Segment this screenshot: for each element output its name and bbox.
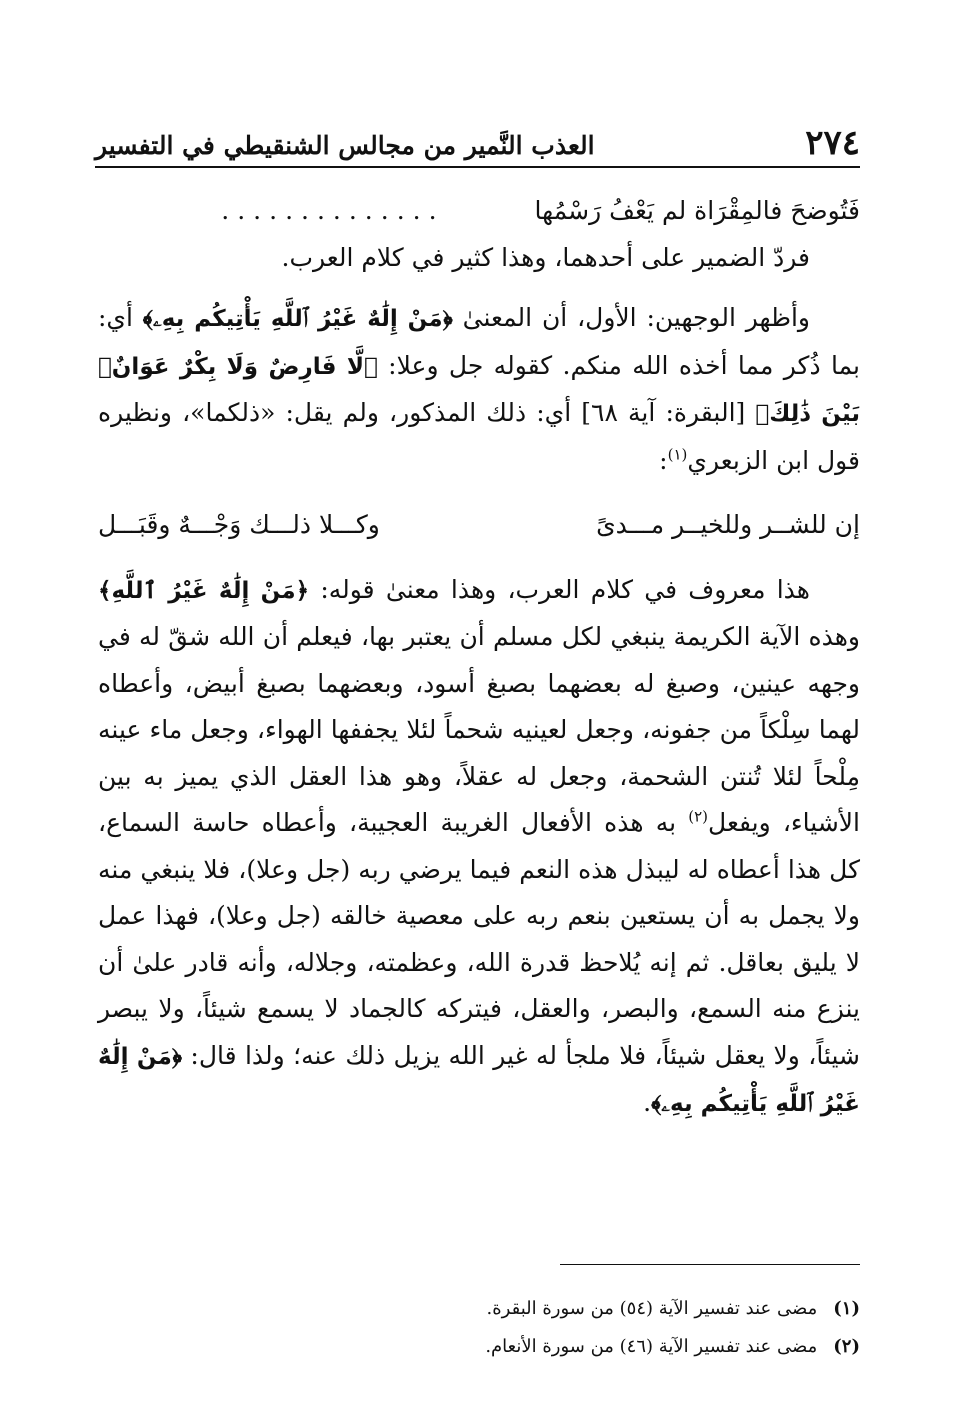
quran-quote-2: ﴿لَّا فَارِضٌ وَلَا بِكْرٌ عَوَانٌۢ بَيْنَ ذَٰلِكَ﴾ — [98, 353, 860, 427]
footnote-2-number: (٢) — [833, 1336, 860, 1357]
footnote-1-number: (١) — [833, 1298, 860, 1319]
p3-text-c: به هذه الأفعال الغريبة العجيبة، وأعطاه حاسة السماع، كل هذا أعطاه له ليبذل هذه النعم فيما يرضي ربه (جل وعلا)، فلا ينبغي منه ولا يجمل به أن يستعين بنعم ربه على معصية خالقه (جل وعلا)، فهذا عمل لا يليق بعاقل. ثم إنه يُلاحظ قدرة الله، وعظمته، وجلاله، وأنه قادر علىٰ أن ينزع منه السمع، والبصر، والعقل، فيتركه كالجماد لا يسمع شيئاً، ولا يبصر شيئاً، ولا يعقل شيئاً، فلا ملجأ له غير الله يزيل ذلك عنه؛ ولذا قال: — [98, 808, 860, 1070]
running-title: العذب النَّمير من مجالس الشنقيطي في التفسير — [95, 131, 595, 160]
quran-quote-4: ﴿مَنْ إِلَٰهٌ غَيْرُ ٱللَّهِ يَأْتِيكُم بِهِۦ﴾ — [98, 1043, 860, 1117]
quran-quote-1: ﴿مَنْ إِلَٰهٌ غَيْرُ ٱللَّهِ يَأْتِيكُم بِهِۦ﴾ — [142, 306, 453, 332]
page-number: ٢٧٤ — [805, 123, 860, 163]
footnote-1 — [300, 1290, 860, 1328]
poem-verse — [98, 502, 860, 549]
footnote-ref-2[interactable]: (٢) — [688, 807, 709, 826]
page-header — [95, 112, 860, 163]
p2-text-b: أي: بما ذُكر مما أخذه الله منكم. كقوله جل وعلا: — [98, 303, 860, 380]
header-rule — [95, 166, 860, 168]
p3-text-a: هذا معروف في كلام العرب، وهذا معنىٰ قوله: — [309, 574, 810, 604]
main-text — [98, 180, 860, 1128]
paragraph-3 — [98, 567, 860, 1128]
p2-text-a: وأظهر الوجهين: الأول، أن المعنىٰ — [452, 303, 810, 332]
quran-quote-3: ﴿مَنْ إِلَٰهٌ غَيْرُ ٱللَّهِ﴾ — [98, 577, 310, 604]
footnote-rule — [560, 1264, 860, 1265]
p2-text-c: [البقرة: آية ٦٨] أي: ذلك المذكور، ولم يقل: «ذلكما»، ونظيره قول ابن الزبعري — [98, 398, 860, 475]
footnote-ref-1[interactable]: (١) — [667, 445, 688, 464]
p2-text-d: : — [659, 445, 668, 475]
verse-text: فَتُوضحَ فالمِقْرَاة لم يَعْفُ رَسْمُها — [534, 196, 860, 225]
verse-line — [98, 188, 860, 235]
p3-text-d: . — [643, 1088, 652, 1117]
footnotes — [300, 1290, 860, 1366]
paragraph-1: فردّ الضمير على أحدهما، وهذا كثير في كلام العرب. — [281, 242, 810, 272]
verse-ellipsis: .............. — [221, 196, 445, 225]
footnote-2 — [300, 1328, 860, 1366]
footnote-1-text: مضى عند تفسير الآية (٥٤) من سورة البقرة. — [486, 1298, 818, 1319]
p3-text-b: وهذه الآية الكريمة ينبغي لكل مسلم أن يعتبر بها، فيعلم أن الله شقّ له في وجهه عينين، وصبغ له بعضهما بصبغ أسود، وبعضهما بصبغ أبيض، وأعطاه لهما سِلْكاً من جفونه، وجعل لعينيه شحماً لئلا يجففها الهواء، وجعل ماء عينه مِلْحاً لئلا تُنتن الشحمة، وجعل له عقلاً، وهو هذا العقل الذي يميز به بين الأشياء، ويفعل — [98, 622, 860, 837]
poem-hemistich-left: وكـــلا ذلـــك وَجْـــهٌ وقَبَـــل — [98, 510, 380, 539]
footnote-2-text: مضى عند تفسير الآية (٤٦) من سورة الأنعام. — [485, 1336, 818, 1357]
paragraph-2 — [98, 295, 860, 484]
poem-hemistich-right: إن للشــر وللخيــر مـــدىً — [596, 510, 860, 539]
